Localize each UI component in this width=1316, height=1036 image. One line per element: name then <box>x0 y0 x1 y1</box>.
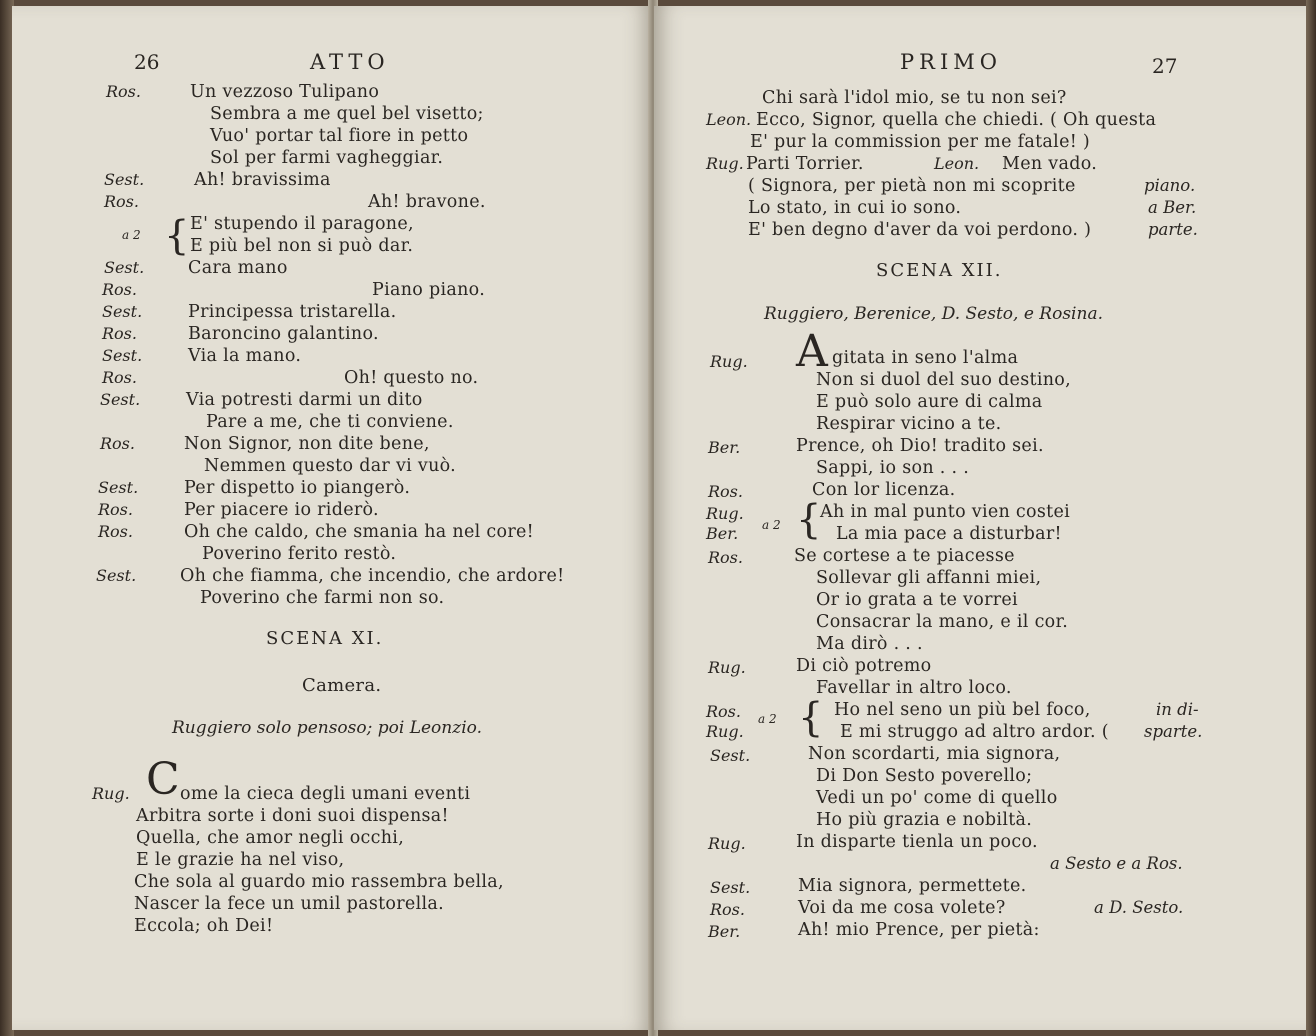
verse-line: Per piacere io riderò. <box>184 500 379 520</box>
brace: { <box>796 497 822 543</box>
duet-mark: a 2 <box>122 228 141 242</box>
verse-line: Mia signora, permettete. <box>798 876 1027 896</box>
verse-line: Oh! questo no. <box>344 368 479 388</box>
verse-line: Or io grata a te vorrei <box>816 590 1018 610</box>
verse-line: Sembra a me quel bel visetto; <box>210 104 484 124</box>
speaker: Leon. <box>706 110 752 129</box>
verse-line: Cara mano <box>188 258 288 278</box>
speaker: Sest. <box>102 302 143 321</box>
scene-title: SCENA XI. <box>266 628 384 649</box>
verse-line: Consacrar la mano, e il cor. <box>816 612 1069 632</box>
running-header: ATTO <box>310 50 390 74</box>
verse-line: Lo stato, in cui io sono. <box>748 198 962 218</box>
stage-direction: a D. Sesto. <box>1094 898 1184 917</box>
verse-line: Chi sarà l'idol mio, se tu non sei? <box>762 88 1067 108</box>
speech-line: Quella, che amor negli occhi, <box>136 828 405 848</box>
speech-line: Nascer la fece un umil pastorella. <box>134 894 444 914</box>
speaker: Sest. <box>104 170 145 189</box>
scene-place: Camera. <box>302 675 382 696</box>
stage-direction: a Ber. <box>1148 198 1197 217</box>
verse-line: gitata in seno l'alma <box>832 348 1019 368</box>
verse-line: Via la mano. <box>188 346 302 366</box>
speaker: Sest. <box>104 258 145 277</box>
speaker: Sest. <box>710 878 751 897</box>
verse-line: E può solo aure di calma <box>816 392 1043 412</box>
speech-line: E le grazie ha nel viso, <box>136 850 345 870</box>
verse-line: Ma dirò . . . <box>816 634 923 654</box>
verse-line: Piano piano. <box>372 280 486 300</box>
speaker: Rug. <box>706 722 744 741</box>
speaker: Rug. <box>706 154 744 173</box>
speech-line: Che sola al guardo mio rassembra bella, <box>134 872 504 892</box>
running-header: PRIMO <box>900 50 1002 74</box>
verse-line: Voi da me cosa volete? <box>798 898 1006 918</box>
speaker: Rug. <box>708 658 746 677</box>
speaker: Ber. <box>708 438 741 457</box>
verse-line: Via potresti darmi un dito <box>186 390 423 410</box>
stage-direction: in di- <box>1156 700 1199 719</box>
verse-line: Non si duol del suo destino, <box>816 370 1071 390</box>
speaker: Ros. <box>102 368 137 387</box>
speaker: Ros. <box>710 900 745 919</box>
verse-line: Prence, oh Dio! tradito sei. <box>796 436 1044 456</box>
verse-line: Sollevar gli affanni miei, <box>816 568 1042 588</box>
verse-line: Principessa tristarella. <box>188 302 397 322</box>
speaker: Ber. <box>708 922 741 941</box>
right-page <box>654 6 1306 1030</box>
speaker: Ros. <box>706 702 741 721</box>
duet-mark: a 2 <box>758 712 777 726</box>
speaker: Ros. <box>100 434 135 453</box>
speaker: Sest. <box>710 746 751 765</box>
verse-line: Ecco, Signor, quella che chiedi. ( Oh questa <box>756 110 1157 130</box>
speaker: Ros. <box>98 500 133 519</box>
verse-line: Ah in mal punto vien costei <box>820 502 1071 522</box>
verse-line: Con lor licenza. <box>812 480 956 500</box>
verse-line: Ah! bravissima <box>194 170 331 190</box>
verse-line: Di ciò potremo <box>796 656 932 676</box>
speaker: Sest. <box>102 346 143 365</box>
verse-line: Vedi un po' come di quello <box>816 788 1058 808</box>
verse-line: Non Signor, non dite bene, <box>184 434 430 454</box>
speaker: Leon. <box>934 154 980 173</box>
verse-line: E' stupendo il paragone, <box>190 214 414 234</box>
speaker: Ros. <box>102 324 137 343</box>
verse-line: Pare a me, che ti conviene. <box>206 412 454 432</box>
verse-line: Oh che fiamma, che incendio, che ardore! <box>180 566 565 586</box>
brace: { <box>798 695 824 741</box>
verse-line: Poverino che farmi non so. <box>200 588 445 608</box>
speaker: Sest. <box>100 390 141 409</box>
verse-line: Oh che caldo, che smania ha nel core! <box>184 522 534 542</box>
drop-cap: A <box>796 326 828 377</box>
speaker: Ros. <box>102 280 137 299</box>
verse-line: Sol per farmi vagheggiar. <box>210 148 444 168</box>
verse-line: Men vado. <box>1002 154 1098 174</box>
speaker: Ros. <box>98 522 133 541</box>
verse-line: E più bel non si può dar. <box>190 236 414 256</box>
verse-line: In disparte tienla un poco. <box>796 832 1038 852</box>
scene-direction: Ruggiero solo pensoso; poi Leonzio. <box>172 718 482 738</box>
speaker: Rug. <box>92 784 130 803</box>
page-number: 26 <box>134 50 160 74</box>
verse-line: Sappi, io son . . . <box>816 458 970 478</box>
verse-line: E mi struggo ad altro ardor. ( <box>840 722 1109 742</box>
speaker: Rug. <box>706 504 744 523</box>
speaker: Ros. <box>708 548 743 567</box>
page-number: 27 <box>1152 54 1178 78</box>
stage-direction: sparte. <box>1144 722 1203 741</box>
duet-mark: a 2 <box>762 518 781 532</box>
speaker: Rug. <box>710 352 748 371</box>
speaker: Sest. <box>96 566 137 585</box>
verse-line: Ho più grazia e nobiltà. <box>816 810 1033 830</box>
verse-line: E' ben degno d'aver da voi perdono. ) <box>748 220 1092 240</box>
verse-line: Di Don Sesto poverello; <box>816 766 1033 786</box>
speaker: Rug. <box>708 834 746 853</box>
verse-line: Ah! bravone. <box>368 192 486 212</box>
brace: { <box>164 213 190 259</box>
verse-line: Ah! mio Prence, per pietà: <box>798 920 1040 940</box>
speaker: Ros. <box>106 82 141 101</box>
speaker: Ber. <box>706 524 739 543</box>
verse-line: Vuo' portar tal fiore in petto <box>210 126 469 146</box>
drop-cap: C <box>146 754 180 805</box>
verse-line: E' pur la commission per me fatale! ) <box>750 132 1091 152</box>
stage-direction: parte. <box>1148 220 1198 239</box>
speaker: Ros. <box>708 482 743 501</box>
speech-line: Eccola; oh Dei! <box>134 916 274 936</box>
verse-line: Non scordarti, mia signora, <box>808 744 1061 764</box>
verse-line: Ho nel seno un più bel foco, <box>834 700 1091 720</box>
verse-line: ( Signora, per pietà non mi scoprite <box>748 176 1076 196</box>
verse-line: Poverino ferito restò. <box>202 544 397 564</box>
speech-line: Arbitra sorte i doni suoi dispensa! <box>136 806 449 826</box>
scene-title: SCENA XII. <box>876 260 1003 281</box>
verse-line: Respirar vicino a te. <box>816 414 1002 434</box>
stage-direction: piano. <box>1144 176 1196 195</box>
scene-direction: Ruggiero, Berenice, D. Sesto, e Rosina. <box>764 304 1103 324</box>
speaker: Ros. <box>104 192 139 211</box>
verse-line: Nemmen questo dar vi vuò. <box>204 456 457 476</box>
verse-line: Parti Torrier. <box>746 154 864 174</box>
book-edge-right <box>1306 0 1316 1036</box>
left-page <box>12 6 652 1030</box>
verse-line: Un vezzoso Tulipano <box>190 82 380 102</box>
verse-line: Favellar in altro loco. <box>816 678 1012 698</box>
verse-line: Se cortese a te piacesse <box>794 546 1015 566</box>
verse-line: Per dispetto io piangerò. <box>184 478 411 498</box>
verse-line: La mia pace a disturbar! <box>836 524 1062 544</box>
verse-line: Baroncino galantino. <box>188 324 379 344</box>
speaker: Sest. <box>98 478 139 497</box>
stage-direction: a Sesto e a Ros. <box>1050 854 1183 873</box>
speech-line: ome la cieca degli umani eventi <box>180 784 471 804</box>
